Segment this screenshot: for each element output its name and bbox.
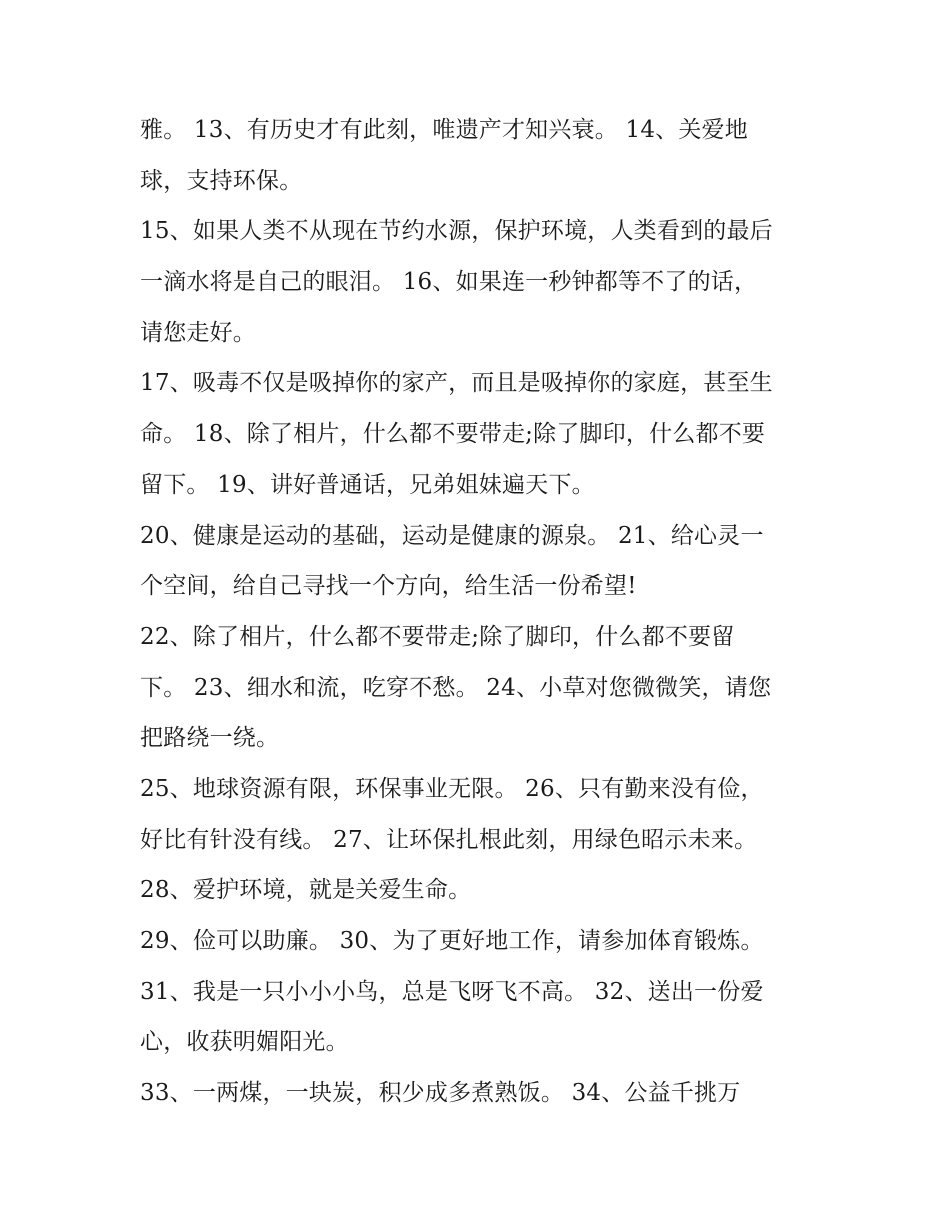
text-line: 请您走好。 xyxy=(140,319,256,346)
text-line: 25、地球资源有限，环保事业无限。 26、只有勤来没有俭， xyxy=(140,775,764,802)
text-line: 下。 23、细水和流，吃穿不愁。 24、小草对您微微笑，请您 xyxy=(140,674,772,701)
text-line: 球，支持环保。 xyxy=(140,167,303,194)
text-line: 15、如果人类不从现在节约水源，保护环境，人类看到的最后 xyxy=(140,218,773,245)
text-line: 一滴水将是自己的眼泪。 16、如果连一秒钟都等不了的话， xyxy=(140,269,758,296)
text-line: 20、健康是运动的基础，运动是健康的源泉。 21、给心灵一 xyxy=(140,522,764,549)
text-line: 28、爱护环境，就是关爱生命。 xyxy=(140,877,472,904)
text-line: 雅。 13、有历史才有此刻，唯遗产才知兴衰。 14、关爱地 xyxy=(140,117,748,143)
text-line: 个空间，给自己寻找一个方向，给生活一份希望! xyxy=(140,573,637,600)
text-line: 29、俭可以助廉。 30、为了更好地工作，请参加体育锻炼。 xyxy=(140,928,764,954)
text-line: 留下。 19、讲好普通话，兄弟姐妹遍天下。 xyxy=(140,471,595,498)
text-line: 22、除了相片，什么都不要带走;除了脚印，什么都不要留 xyxy=(140,623,735,650)
text-line: 命。 18、除了相片，什么都不要带走;除了脚印，什么都不要 xyxy=(140,421,766,448)
text-line: 31、我是一只小小小鸟，总是飞呀飞不高。 32、送出一份爱 xyxy=(140,978,764,1005)
text-line: 17、吸毒不仅是吸掉你的家产，而且是吸掉你的家庭，甚至生 xyxy=(140,370,773,397)
document-body xyxy=(140,105,820,1119)
text-line: 把路绕一绕。 xyxy=(140,725,280,752)
text-line: 33、一两煤，一块炭，积少成多煮熟饭。 34、公益千挑万 xyxy=(140,1080,741,1107)
text-line: 心，收获明媚阳光。 xyxy=(140,1029,349,1056)
text-line: 好比有针没有线。 27、让环保扎根此刻，用绿色昭示未来。 xyxy=(140,826,758,853)
